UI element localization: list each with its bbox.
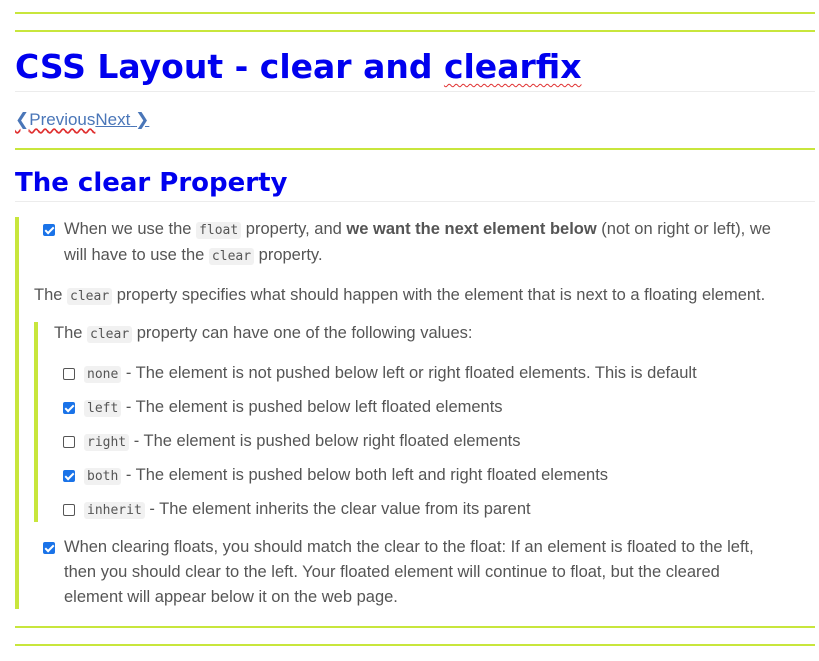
checkbox-value-inherit[interactable] <box>63 504 75 516</box>
para-text-1: The <box>34 286 68 304</box>
value-inherit <box>84 497 531 523</box>
checkbox-item-1[interactable] <box>43 224 55 236</box>
next-label: Next <box>95 110 131 129</box>
item-1-text-4: will have to use the <box>64 246 209 264</box>
item-1-bold: we want the next element below <box>346 220 597 238</box>
note-bar <box>15 217 19 609</box>
value-both <box>84 463 608 489</box>
code-value: right <box>84 434 129 451</box>
code-value: left <box>84 400 121 417</box>
checkbox-value-both[interactable] <box>63 470 75 482</box>
para-text-2: property specifies what should happen with the element that is next to a floating element. <box>112 286 766 304</box>
item-1-line-2 <box>64 243 323 269</box>
checkbox-value-right[interactable] <box>63 436 75 448</box>
bottom-separator <box>15 626 815 628</box>
values-bar <box>34 322 38 522</box>
code-value: inherit <box>84 502 145 519</box>
pager-nav <box>15 110 149 130</box>
checkbox-item-2[interactable] <box>43 542 55 554</box>
value-right <box>84 429 520 455</box>
values-intro <box>54 321 472 347</box>
item-1-line-1 <box>64 217 771 243</box>
item-2-line-2: then you should clear to the left. Your floated element will continue to float, but the cleared <box>64 563 720 581</box>
value-text: - The element is pushed below both left and right floated elements <box>121 466 609 484</box>
code-clear-2: clear <box>67 288 112 305</box>
code-clear-3: clear <box>87 326 132 343</box>
top-separator <box>15 12 815 14</box>
section-underline <box>15 201 815 202</box>
previous-link[interactable] <box>15 110 95 129</box>
next-link[interactable] <box>95 110 149 129</box>
value-text: - The element inherits the clear value from its parent <box>144 500 531 518</box>
value-text: - The element is pushed below right floated elements <box>129 432 521 450</box>
code-float: float <box>196 222 241 239</box>
bottom-separator-2 <box>15 644 815 646</box>
code-value: both <box>84 468 121 485</box>
title-underline <box>15 91 815 92</box>
top-separator-2 <box>15 30 815 32</box>
chevron-right-icon: ❯ <box>135 110 150 129</box>
page-title-word: clearfix <box>443 47 582 86</box>
item-1-text-2: property, and <box>241 220 347 238</box>
item-2-line-1: When clearing floats, you should match the clear to the float: If an element is floated to the left, <box>64 538 754 556</box>
section-separator <box>15 148 815 150</box>
clear-description <box>34 283 765 309</box>
item-2-line-3: element will appear below it on the web page. <box>64 588 398 606</box>
section-heading: The clear Property <box>15 168 288 198</box>
value-text: - The element is not pushed below left or right floated elements. This is default <box>121 364 697 382</box>
value-none <box>84 361 697 387</box>
intro-text-1: The <box>54 324 88 342</box>
checkbox-value-none[interactable] <box>63 368 75 380</box>
page-title <box>15 47 581 86</box>
value-left <box>84 395 503 421</box>
code-clear: clear <box>209 248 254 265</box>
page-title-prefix: CSS Layout - clear and <box>15 47 444 86</box>
item-1-text-3: (not on right or left), we <box>596 220 771 238</box>
value-text: - The element is pushed below left floated elements <box>121 398 503 416</box>
chevron-left-icon: ❮ <box>15 110 30 129</box>
item-1-text: When we use the <box>64 220 197 238</box>
previous-label: Previous <box>29 110 96 129</box>
checkbox-value-left[interactable] <box>63 402 75 414</box>
intro-text-2: property can have one of the following values: <box>132 324 473 342</box>
code-value: none <box>84 366 121 383</box>
item-1-text-5: property. <box>254 246 323 264</box>
